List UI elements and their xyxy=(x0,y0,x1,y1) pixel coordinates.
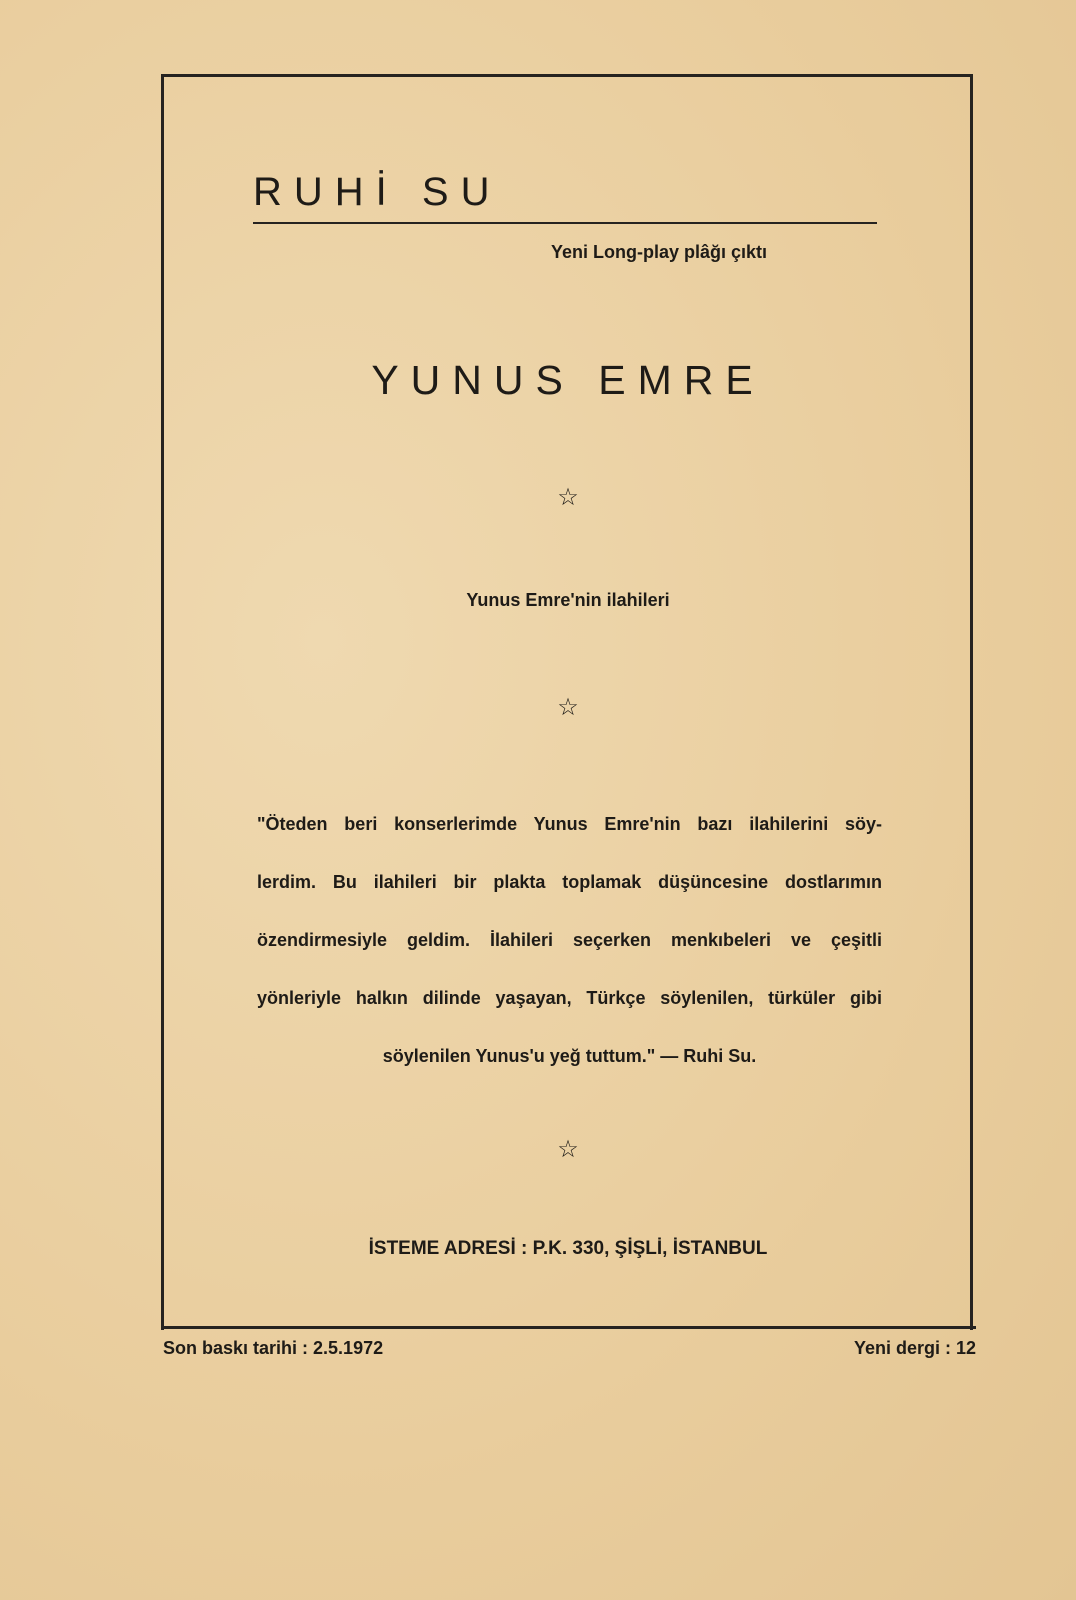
print-date: Son baskı tarihi : 2.5.1972 xyxy=(163,1338,384,1358)
quote-line: yönleriyle halkın dilinde yaşayan, Türkçe söylenilen, türküler gibi xyxy=(257,988,882,1008)
subtitle: Yeni Long-play plâğı çıktı xyxy=(550,242,767,262)
quote-line: söylenilen Yunus'u yeğ tuttum." — Ruhi Su. xyxy=(382,1046,757,1066)
star-icon: ☆ xyxy=(557,1136,579,1163)
quote-line: "Öteden beri konserlerimde Yunus Emre'nin bazı ilahilerini söy- xyxy=(257,814,882,834)
bottom-rule xyxy=(161,1326,976,1329)
quote-line: özendirmesiyle geldim. İlahileri seçerken menkıbeleri ve çeşitli xyxy=(257,930,882,950)
artist-rule xyxy=(253,222,877,224)
star-icon: ☆ xyxy=(557,694,579,721)
artist-name: RUHİ SU xyxy=(253,170,502,214)
quote-line: lerdim. Bu ilahileri bir plakta toplamak düşüncesine dostlarımın xyxy=(257,872,882,892)
quote-paragraph xyxy=(257,795,882,1085)
page-number: Yeni dergi : 12 xyxy=(853,1338,976,1358)
album-title: YUNUS EMRE xyxy=(371,357,765,403)
star-icon: ☆ xyxy=(557,484,579,511)
order-address: İSTEME ADRESİ : P.K. 330, ŞİŞLİ, İSTANBUL xyxy=(368,1238,768,1259)
content-description: Yunus Emre'nin ilahileri xyxy=(466,590,670,610)
